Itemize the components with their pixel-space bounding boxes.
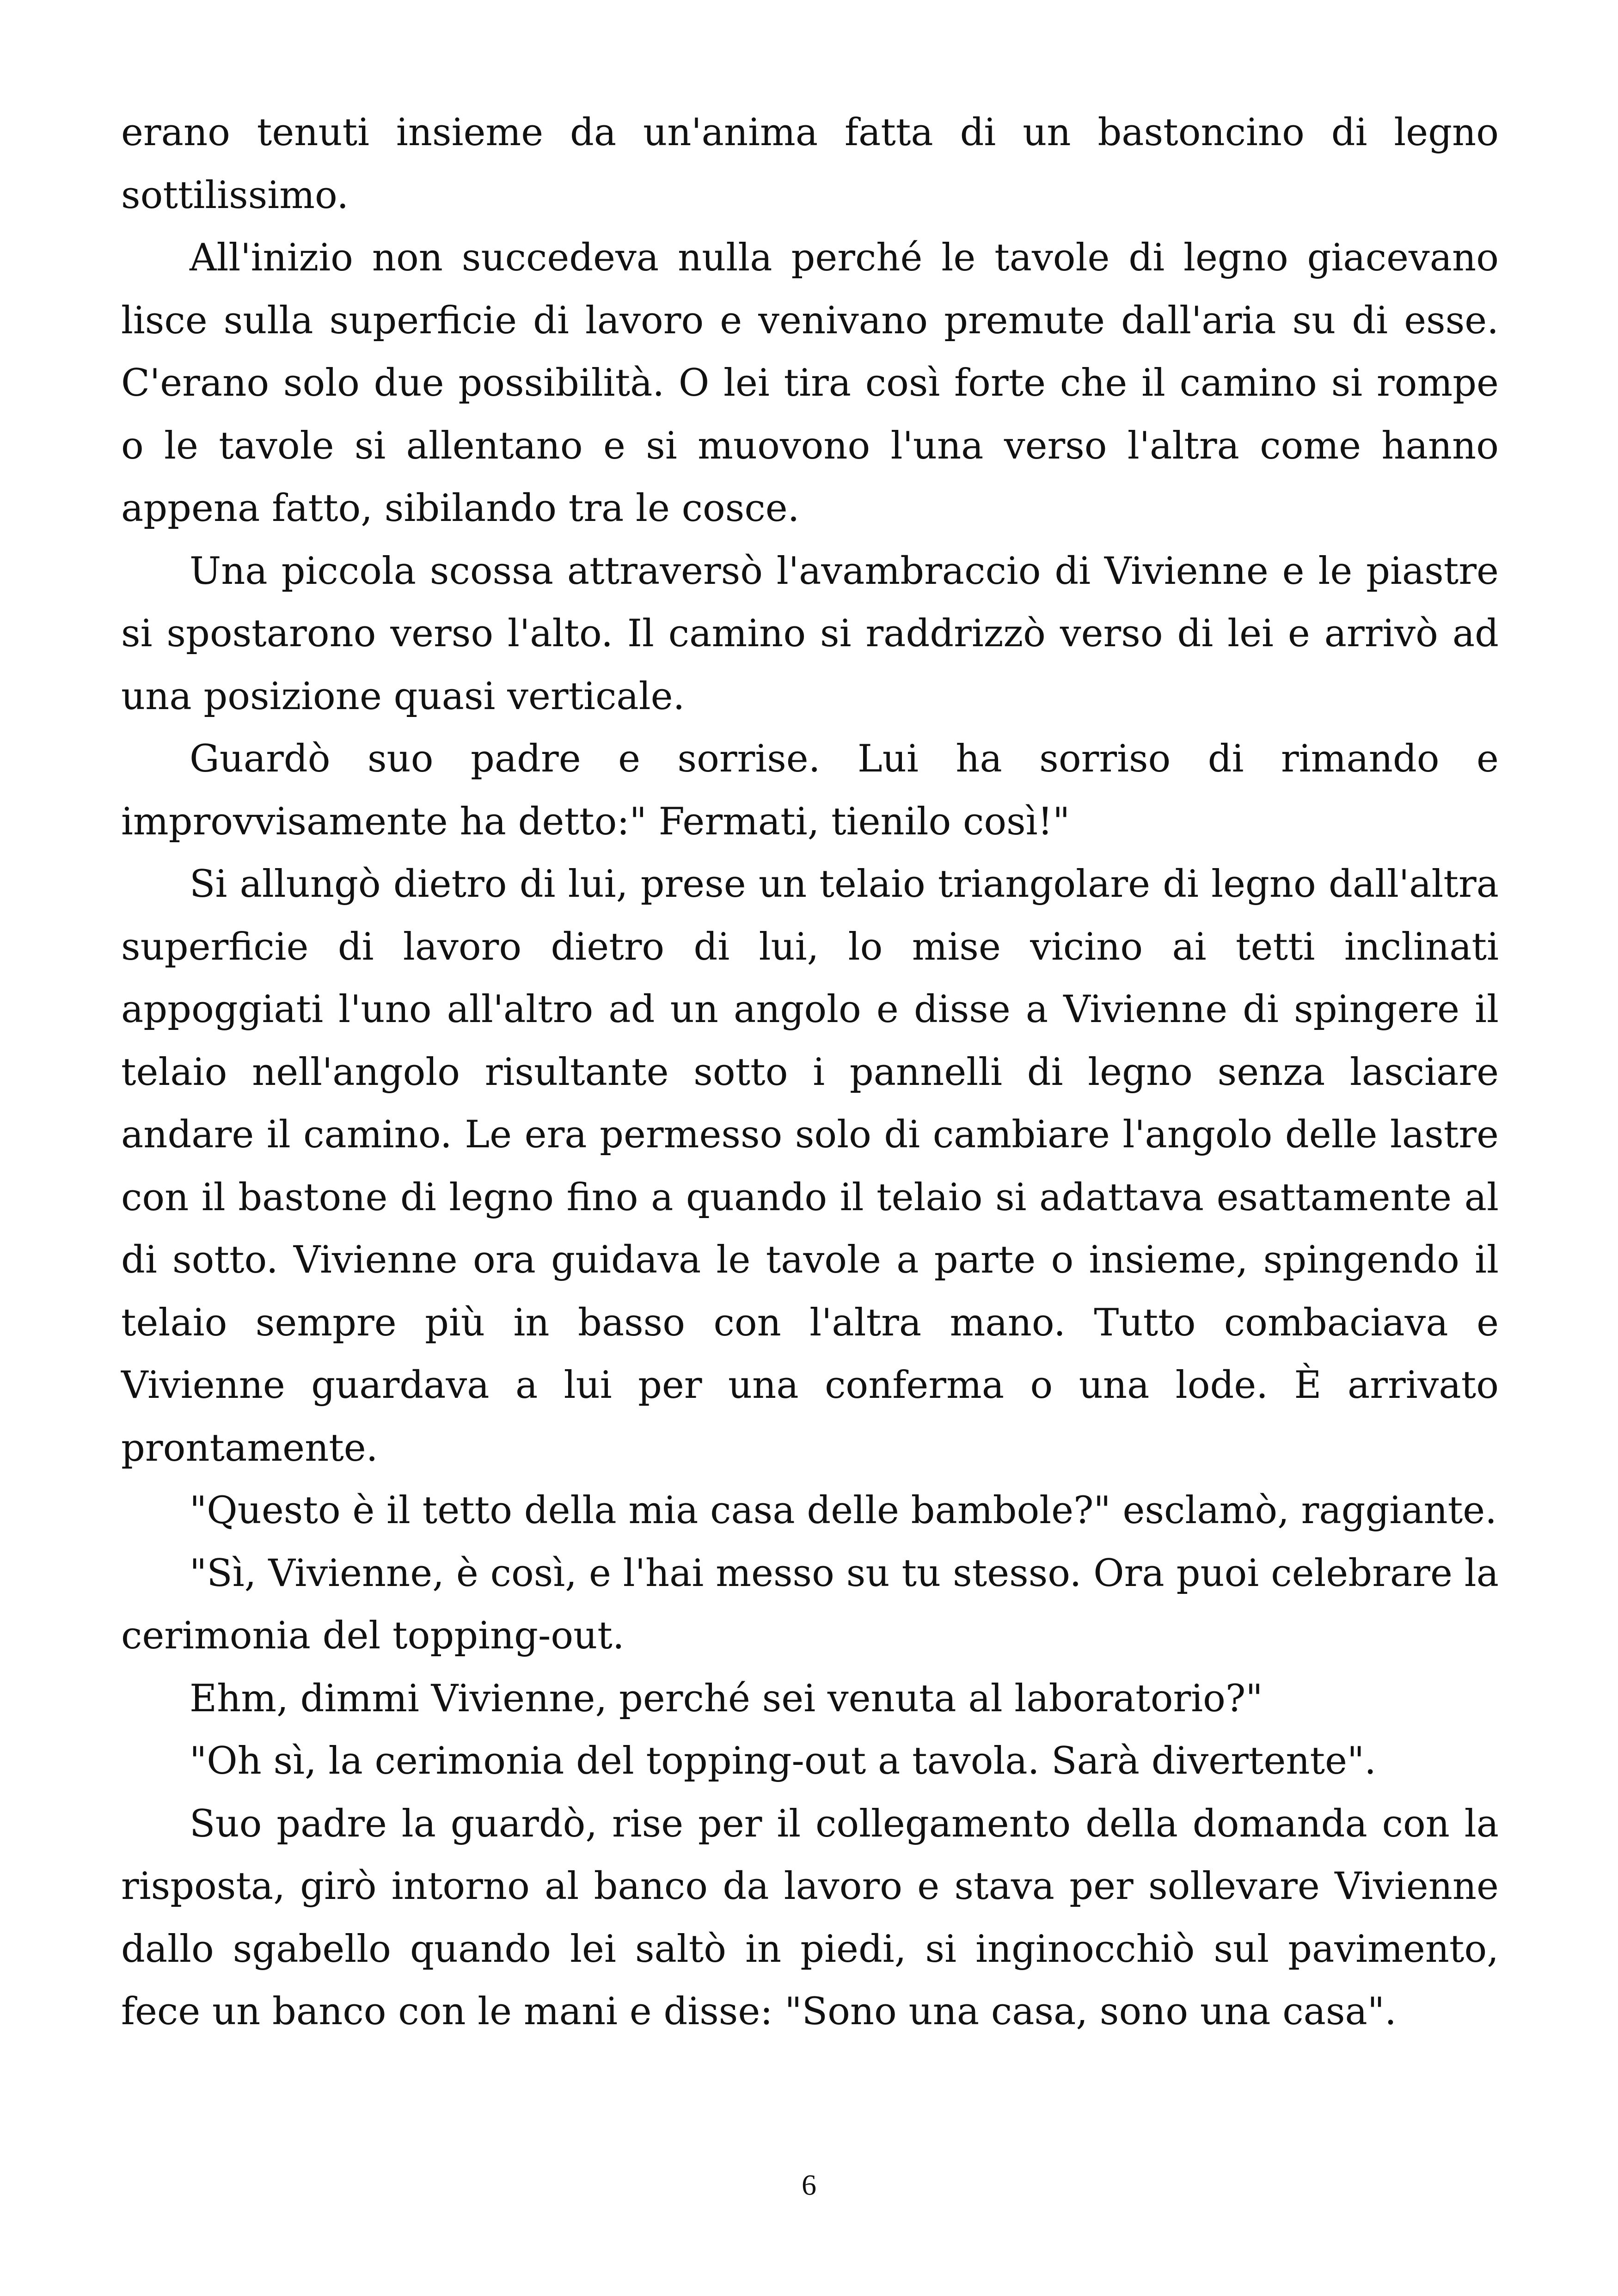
paragraph: Ehm, dimmi Vivienne, perché sei venuta al laboratorio?" [190,1677,1263,1720]
paragraph: Si allungò dietro di lui, prese un telaio triangolare di legno dall'altra superficie di lavoro dietro di lui, lo mise vicino ai tetti inclinati appoggiati l'uno all'altro ad un angolo e disse a Vivienne di spingere il telaio nell'angolo risultante sotto i pannelli di legno senza lasciare andare il camino. Le era permesso solo di cambiare l'angolo delle lastre con il bastone di legno fino a quando il telaio si adattava esattamente al di sotto. Vivienne ora guidava le tavole a parte o insieme, spingendo il telaio sempre più in basso con l'altra mano. Tutto combaciava e Vivienne guardava a lui per una conferma o una lode. È arrivato prontamente. [121,863,1499,1470]
paragraph: Una piccola scossa attraversò l'avambraccio di Vivienne e le piastre si spostarono verso l'alto. Il camino si raddrizzò verso di lei e arrivò ad una posizione quasi verticale. [121,549,1499,718]
paragraph: All'inizio non succedeva nulla perché le tavole di legno giacevano lisce sulla superficie di lavoro e venivano premute dall'aria su di esse. C'erano solo due possibilità. O lei tira così forte che il camino si rompe o le tavole si allentano e si muovono l'una verso l'altra come hanno appena fatto, sibilando tra le cosce. [121,236,1499,530]
paragraph: Guardò suo padre e sorrise. Lui ha sorriso di rimando e improvvisamente ha detto:" Fermati, tienilo così!" [121,737,1499,844]
paragraph-continuation: erano tenuti insieme da un'anima fatta di un bastoncino di legno sottilissimo. [121,111,1499,217]
page-body [121,102,1499,2044]
paragraph: "Sì, Vivienne, è così, e l'hai messo su tu stesso. Ora puoi celebrare la cerimonia del topping-out. [121,1551,1499,1658]
page-number: 6 [802,2168,816,2201]
paragraph: "Oh sì, la cerimonia del topping-out a tavola. Sarà divertente". [190,1739,1377,1783]
paragraph: Suo padre la guardò, rise per il collegamento della domanda con la risposta, girò intorno al banco da lavoro e stava per sollevare Vivienne dallo sgabello quando lei saltò in piedi, si inginocchiò sul pavimento, fece un banco con le mani e disse: "Sono una casa, sono una casa". [121,1802,1499,2033]
paragraph: "Questo è il tetto della mia casa delle bambole?" esclamò, raggiante. [190,1489,1497,1532]
